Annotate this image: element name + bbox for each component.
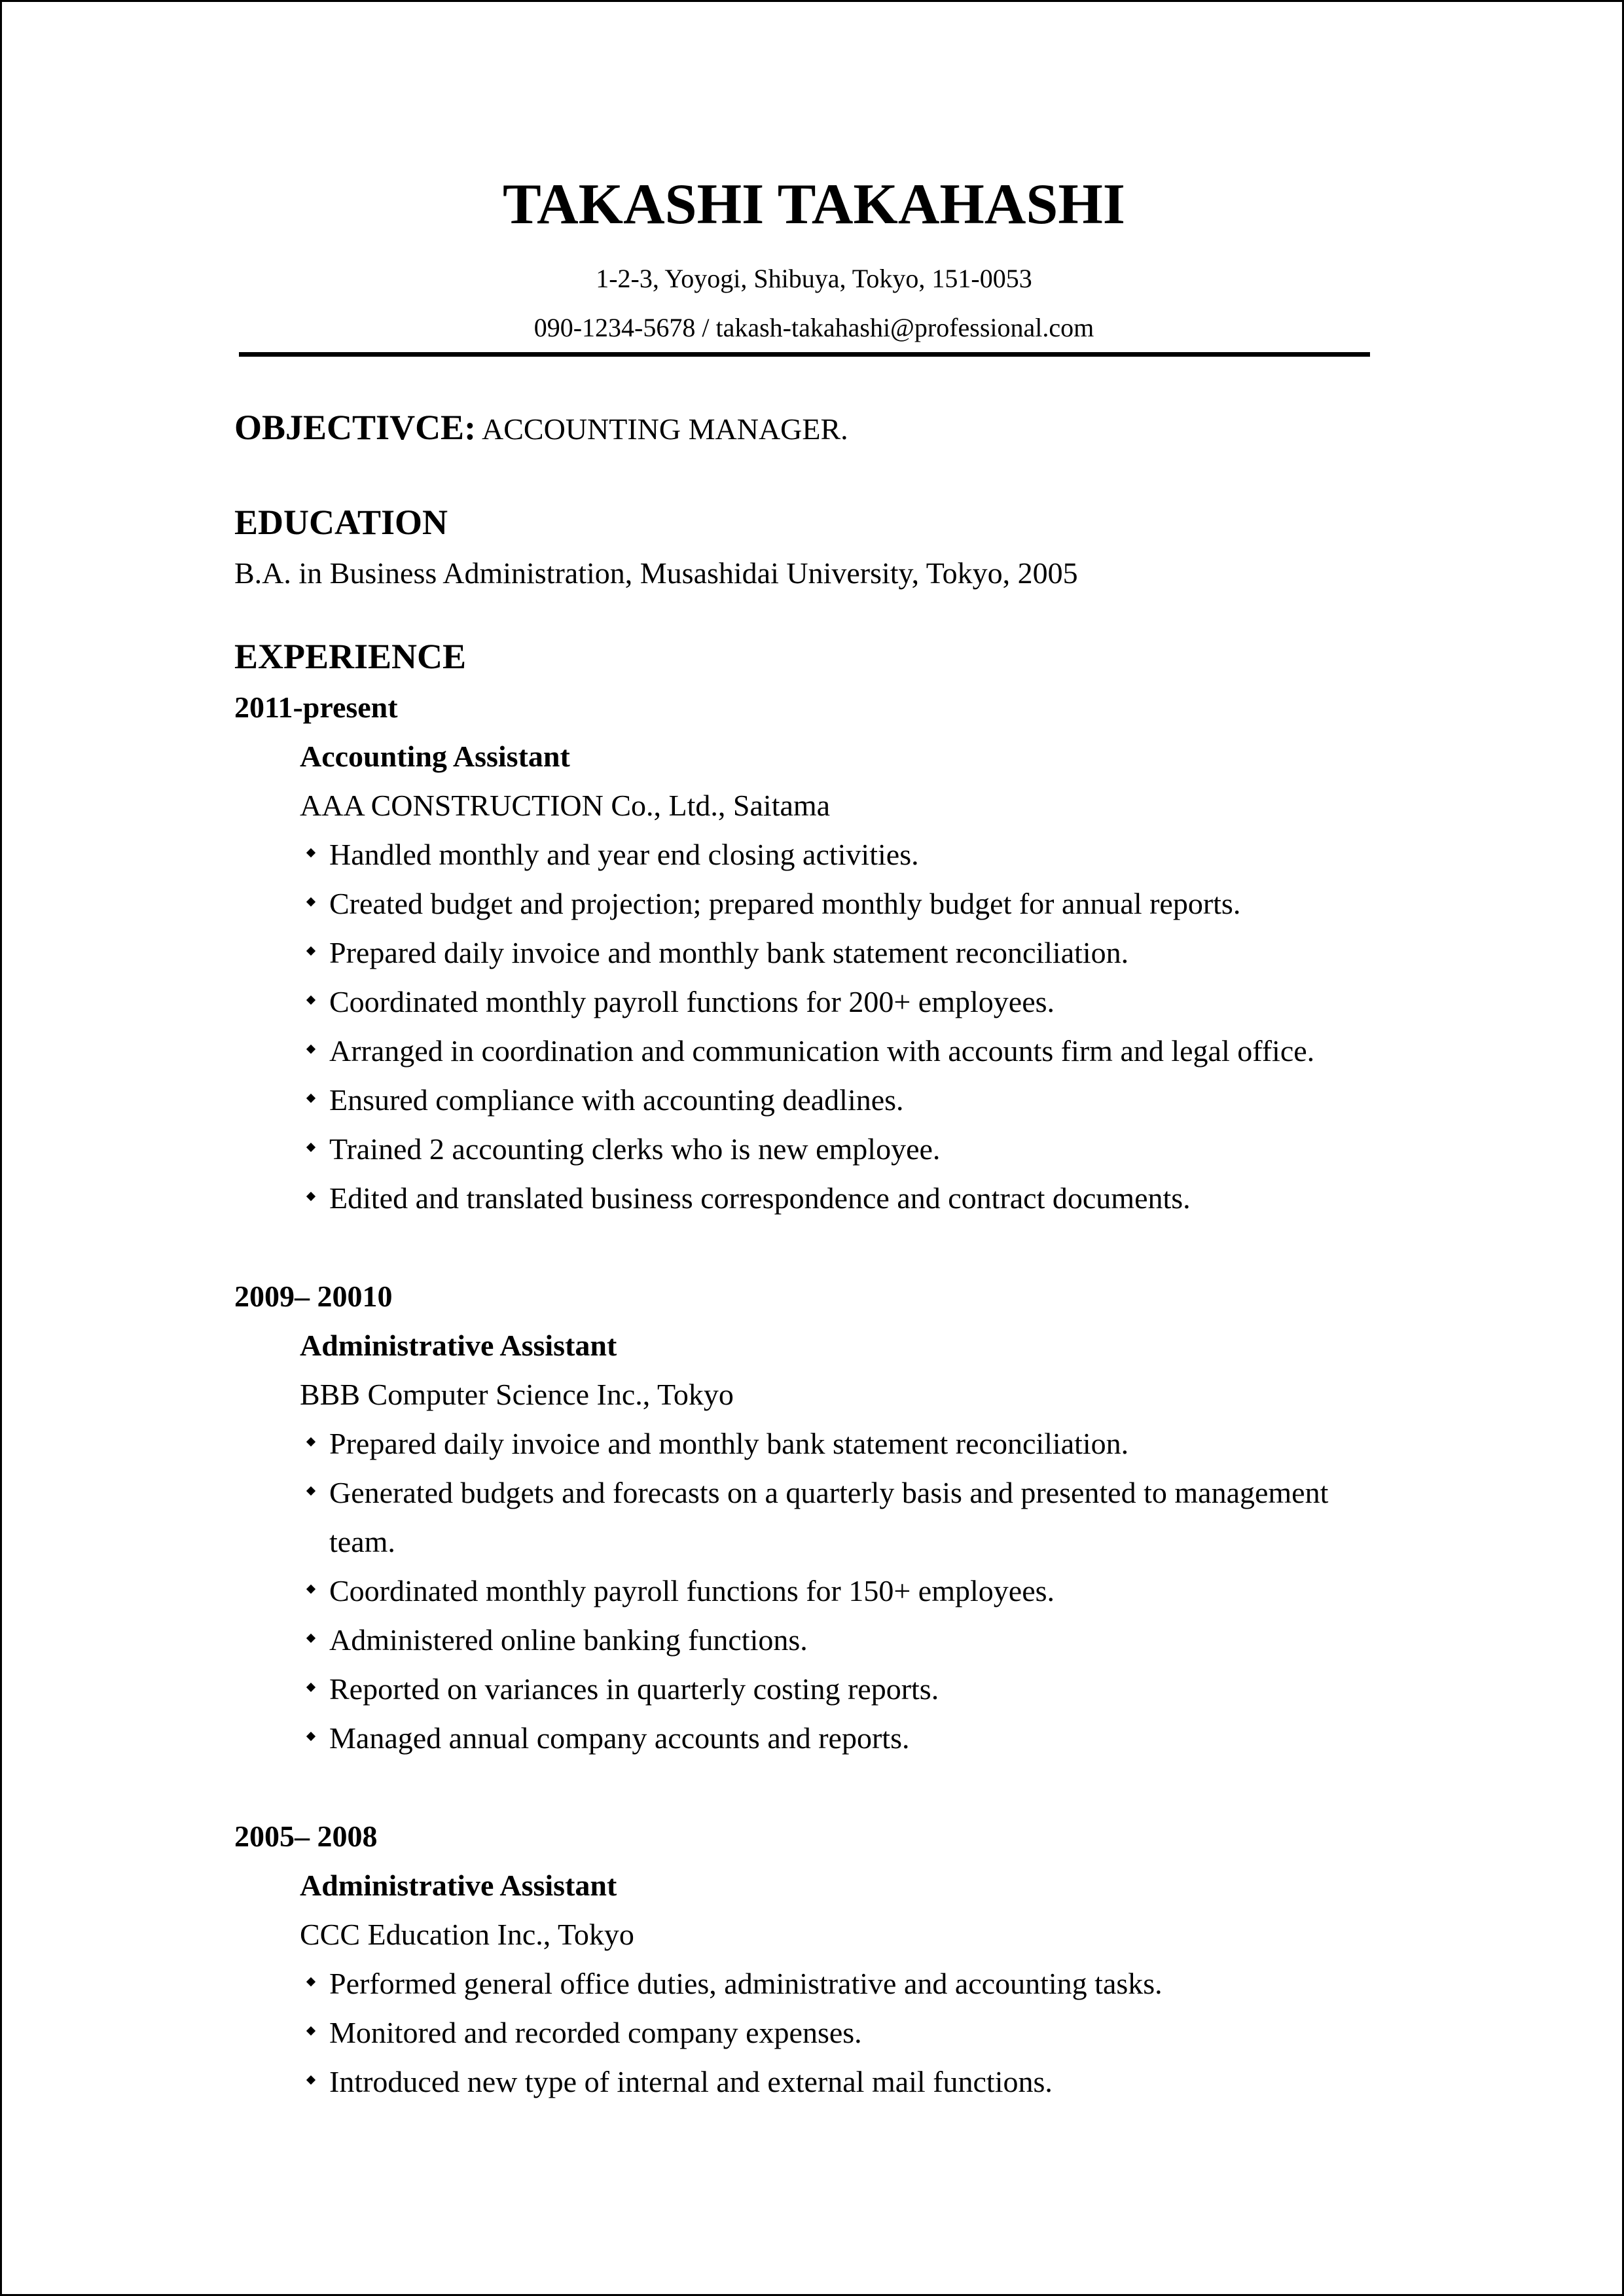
resume-name: TAKASHI TAKAHASHI xyxy=(502,173,1126,236)
education-text: B.A. in Business Administration, Musashidai University, Tokyo, 2005 xyxy=(234,556,1078,590)
diamond-bullet-icon xyxy=(306,946,316,956)
list-item: Trained 2 accounting clerks who is new employee. xyxy=(300,1124,1478,1174)
header-divider xyxy=(239,352,1370,357)
diamond-bullet-icon xyxy=(306,897,316,906)
diamond-bullet-icon xyxy=(306,1045,316,1054)
company-name: BBB Computer Science Inc., Tokyo xyxy=(300,1378,734,1411)
diamond-bullet-icon xyxy=(306,996,316,1005)
objective-section xyxy=(234,401,1478,456)
objective-value: ACCOUNTING MANAGER. xyxy=(476,412,848,446)
job-title: Administrative Assistant xyxy=(300,1329,617,1362)
diamond-bullet-icon xyxy=(306,1486,316,1496)
diamond-bullet-icon xyxy=(306,1585,316,1594)
diamond-bullet-icon xyxy=(306,1732,316,1741)
list-item: Introduced new type of internal and external mail functions. xyxy=(300,2057,1478,2106)
address-line: 1-2-3, Yoyogi, Shibuya, Tokyo, 151-0053 xyxy=(596,264,1032,293)
list-item: Administered online banking functions. xyxy=(300,1615,1478,1664)
job-title: Administrative Assistant xyxy=(300,1869,617,1902)
list-item: Arranged in coordination and communication with accounts firm and legal office. xyxy=(300,1026,1478,1075)
list-item: Performed general office duties, administrative and accounting tasks. xyxy=(300,1959,1478,2008)
diamond-bullet-icon xyxy=(306,2075,316,2085)
list-item: Reported on variances in quarterly costing reports. xyxy=(300,1664,1478,1713)
experience-dates: 2009– 20010 xyxy=(234,1280,393,1313)
list-item: Managed annual company accounts and reports. xyxy=(300,1713,1478,1763)
list-item: Prepared daily invoice and monthly bank statement reconciliation. xyxy=(300,928,1478,977)
list-item: Generated budgets and forecasts on a quarterly basis and presented to management xyxy=(300,1468,1478,1517)
experience-heading: EXPERIENCE xyxy=(234,637,467,676)
job-title: Accounting Assistant xyxy=(300,740,570,773)
list-item: Ensured compliance with accounting deadlines. xyxy=(300,1075,1478,1124)
diamond-bullet-icon xyxy=(306,1437,316,1446)
list-item: Coordinated monthly payroll functions for 200+ employees. xyxy=(300,977,1478,1026)
diamond-bullet-icon xyxy=(306,1634,316,1643)
resume-body xyxy=(234,401,1478,2106)
duties-list xyxy=(300,1959,1478,2106)
list-item: Edited and translated business correspondence and contract documents. xyxy=(300,1174,1478,1223)
objective-label: OBJECTIVCE: xyxy=(234,408,477,447)
list-item-continuation: team. xyxy=(329,1525,395,1558)
duties-list xyxy=(300,1419,1478,1763)
diamond-bullet-icon xyxy=(306,1143,316,1152)
duties-list xyxy=(300,830,1478,1223)
diamond-bullet-icon xyxy=(306,2026,316,2036)
education-heading: EDUCATION xyxy=(234,503,448,542)
experience-entry xyxy=(234,683,1478,1223)
company-name: CCC Education Inc., Tokyo xyxy=(300,1918,634,1951)
diamond-bullet-icon xyxy=(306,1977,316,1986)
diamond-bullet-icon xyxy=(306,848,316,857)
diamond-bullet-icon xyxy=(306,1094,316,1103)
diamond-bullet-icon xyxy=(306,1192,316,1201)
experience-dates: 2011-present xyxy=(234,691,398,724)
experience-entry xyxy=(234,1272,1478,1763)
list-item: Created budget and projection; prepared monthly budget for annual reports. xyxy=(300,879,1478,928)
experience-entry xyxy=(234,1812,1478,2106)
contact-line: 090-1234-5678 / takash-takahashi@professional.com xyxy=(533,313,1094,342)
diamond-bullet-icon xyxy=(306,1683,316,1692)
list-item: Coordinated monthly payroll functions for 150+ employees. xyxy=(300,1566,1478,1615)
list-item: Prepared daily invoice and monthly bank statement reconciliation. xyxy=(300,1419,1478,1468)
list-item: Monitored and recorded company expenses. xyxy=(300,2008,1478,2057)
company-name: AAA CONSTRUCTION Co., Ltd., Saitama xyxy=(300,789,831,822)
list-item: Handled monthly and year end closing activities. xyxy=(300,830,1478,879)
experience-dates: 2005– 2008 xyxy=(234,1820,378,1853)
